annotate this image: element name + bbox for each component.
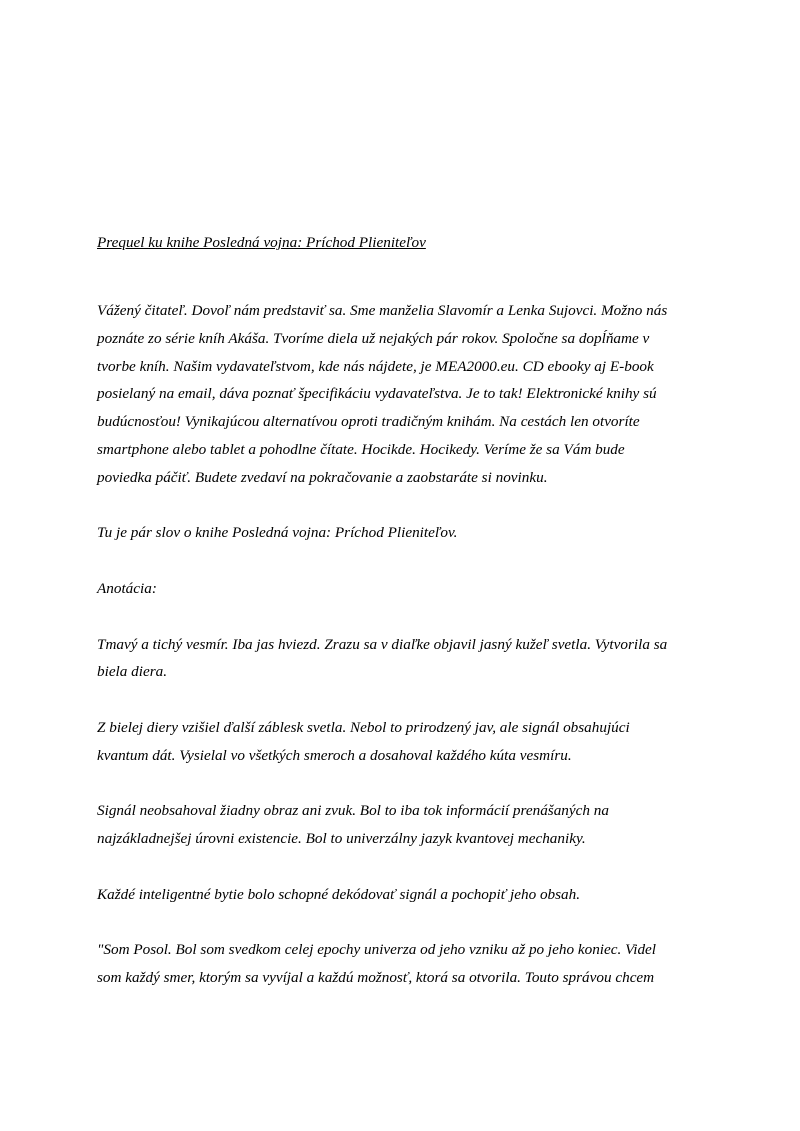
- text-line: smartphone alebo tablet a pohodlne čítate. Hocikde. Hocikedy. Veríme že sa Vám bude: [97, 440, 625, 458]
- text-line: Z bielej diery vzišiel ďalší záblesk svetla. Nebol to prirodzený jav, ale signál obsahujúci: [97, 718, 630, 736]
- paragraph-story-2: [97, 714, 707, 770]
- text-line: budúcnosťou! Vynikajúcou alternatívou oproti tradičným knihám. Na cestách len otvoríte: [97, 413, 640, 431]
- paragraph-story-3: [97, 797, 707, 853]
- text-line: Signál neobsahoval žiadny obraz ani zvuk. Bol to iba tok informácií prenášaných na: [97, 802, 609, 820]
- text-line: tvorbe kníh. Našim vydavateľstvom, kde nás nájdete, je MEA2000.eu. CD ebooky aj E-book: [97, 357, 654, 375]
- text-line: biela diera.: [97, 663, 168, 681]
- text-line: najzákladnejšej úrovni existencie. Bol to univerzálny jazyk kvantovej mechaniky.: [97, 830, 586, 848]
- text-line: Tu je pár slov o knihe Posledná vojna: Príchod Plieniteľov.: [97, 524, 458, 542]
- text-line: poznáte zo série kníh Akáša. Tvoríme diela už nejakých pár rokov. Spoločne sa dopĺňame v: [97, 329, 650, 347]
- paragraph-book-intro: [97, 519, 707, 547]
- text-line: "Som Posol. Bol som svedkom celej epochy univerza od jeho vzniku až po jeho koniec. Videl: [97, 941, 657, 959]
- paragraph-story-5: [97, 936, 707, 992]
- paragraph-intro: [97, 297, 707, 492]
- document-body: [97, 297, 707, 1020]
- paragraph-annotation-heading: [97, 575, 707, 603]
- text-line: Anotácia:: [97, 579, 157, 597]
- document-title: Prequel ku knihe Posledná vojna: Príchod Plieniteľov: [97, 234, 426, 251]
- text-line: Vážený čitateľ. Dovoľ nám predstaviť sa. Sme manželia Slavomír a Lenka Sujovci. Možno nás: [97, 302, 668, 319]
- paragraph-story-1: [97, 631, 707, 687]
- text-line: poviedka páčiť. Budete zvedaví na pokračovanie a zaobstaráte si novinku.: [97, 468, 548, 486]
- text-line: Každé inteligentné bytie bolo schopné dekódovať signál a pochopiť jeho obsah.: [97, 885, 581, 903]
- text-line: kvantum dát. Vysielal vo všetkých smeroch a dosahoval každého kúta vesmíru.: [97, 746, 572, 764]
- text-line: som každý smer, ktorým sa vyvíjal a každú možnosť, ktorá sa otvorila. Touto správou chcem: [97, 969, 655, 987]
- text-line: posielaný na email, dáva poznať špecifikáciu vydavateľstva. Je to tak! Elektronické knihy sú: [97, 385, 657, 403]
- text-line: Tmavý a tichý vesmír. Iba jas hviezd. Zrazu sa v diaľke objavil jasný kužeľ svetla. Vytvorila sa: [97, 635, 668, 653]
- paragraph-story-4: [97, 881, 707, 909]
